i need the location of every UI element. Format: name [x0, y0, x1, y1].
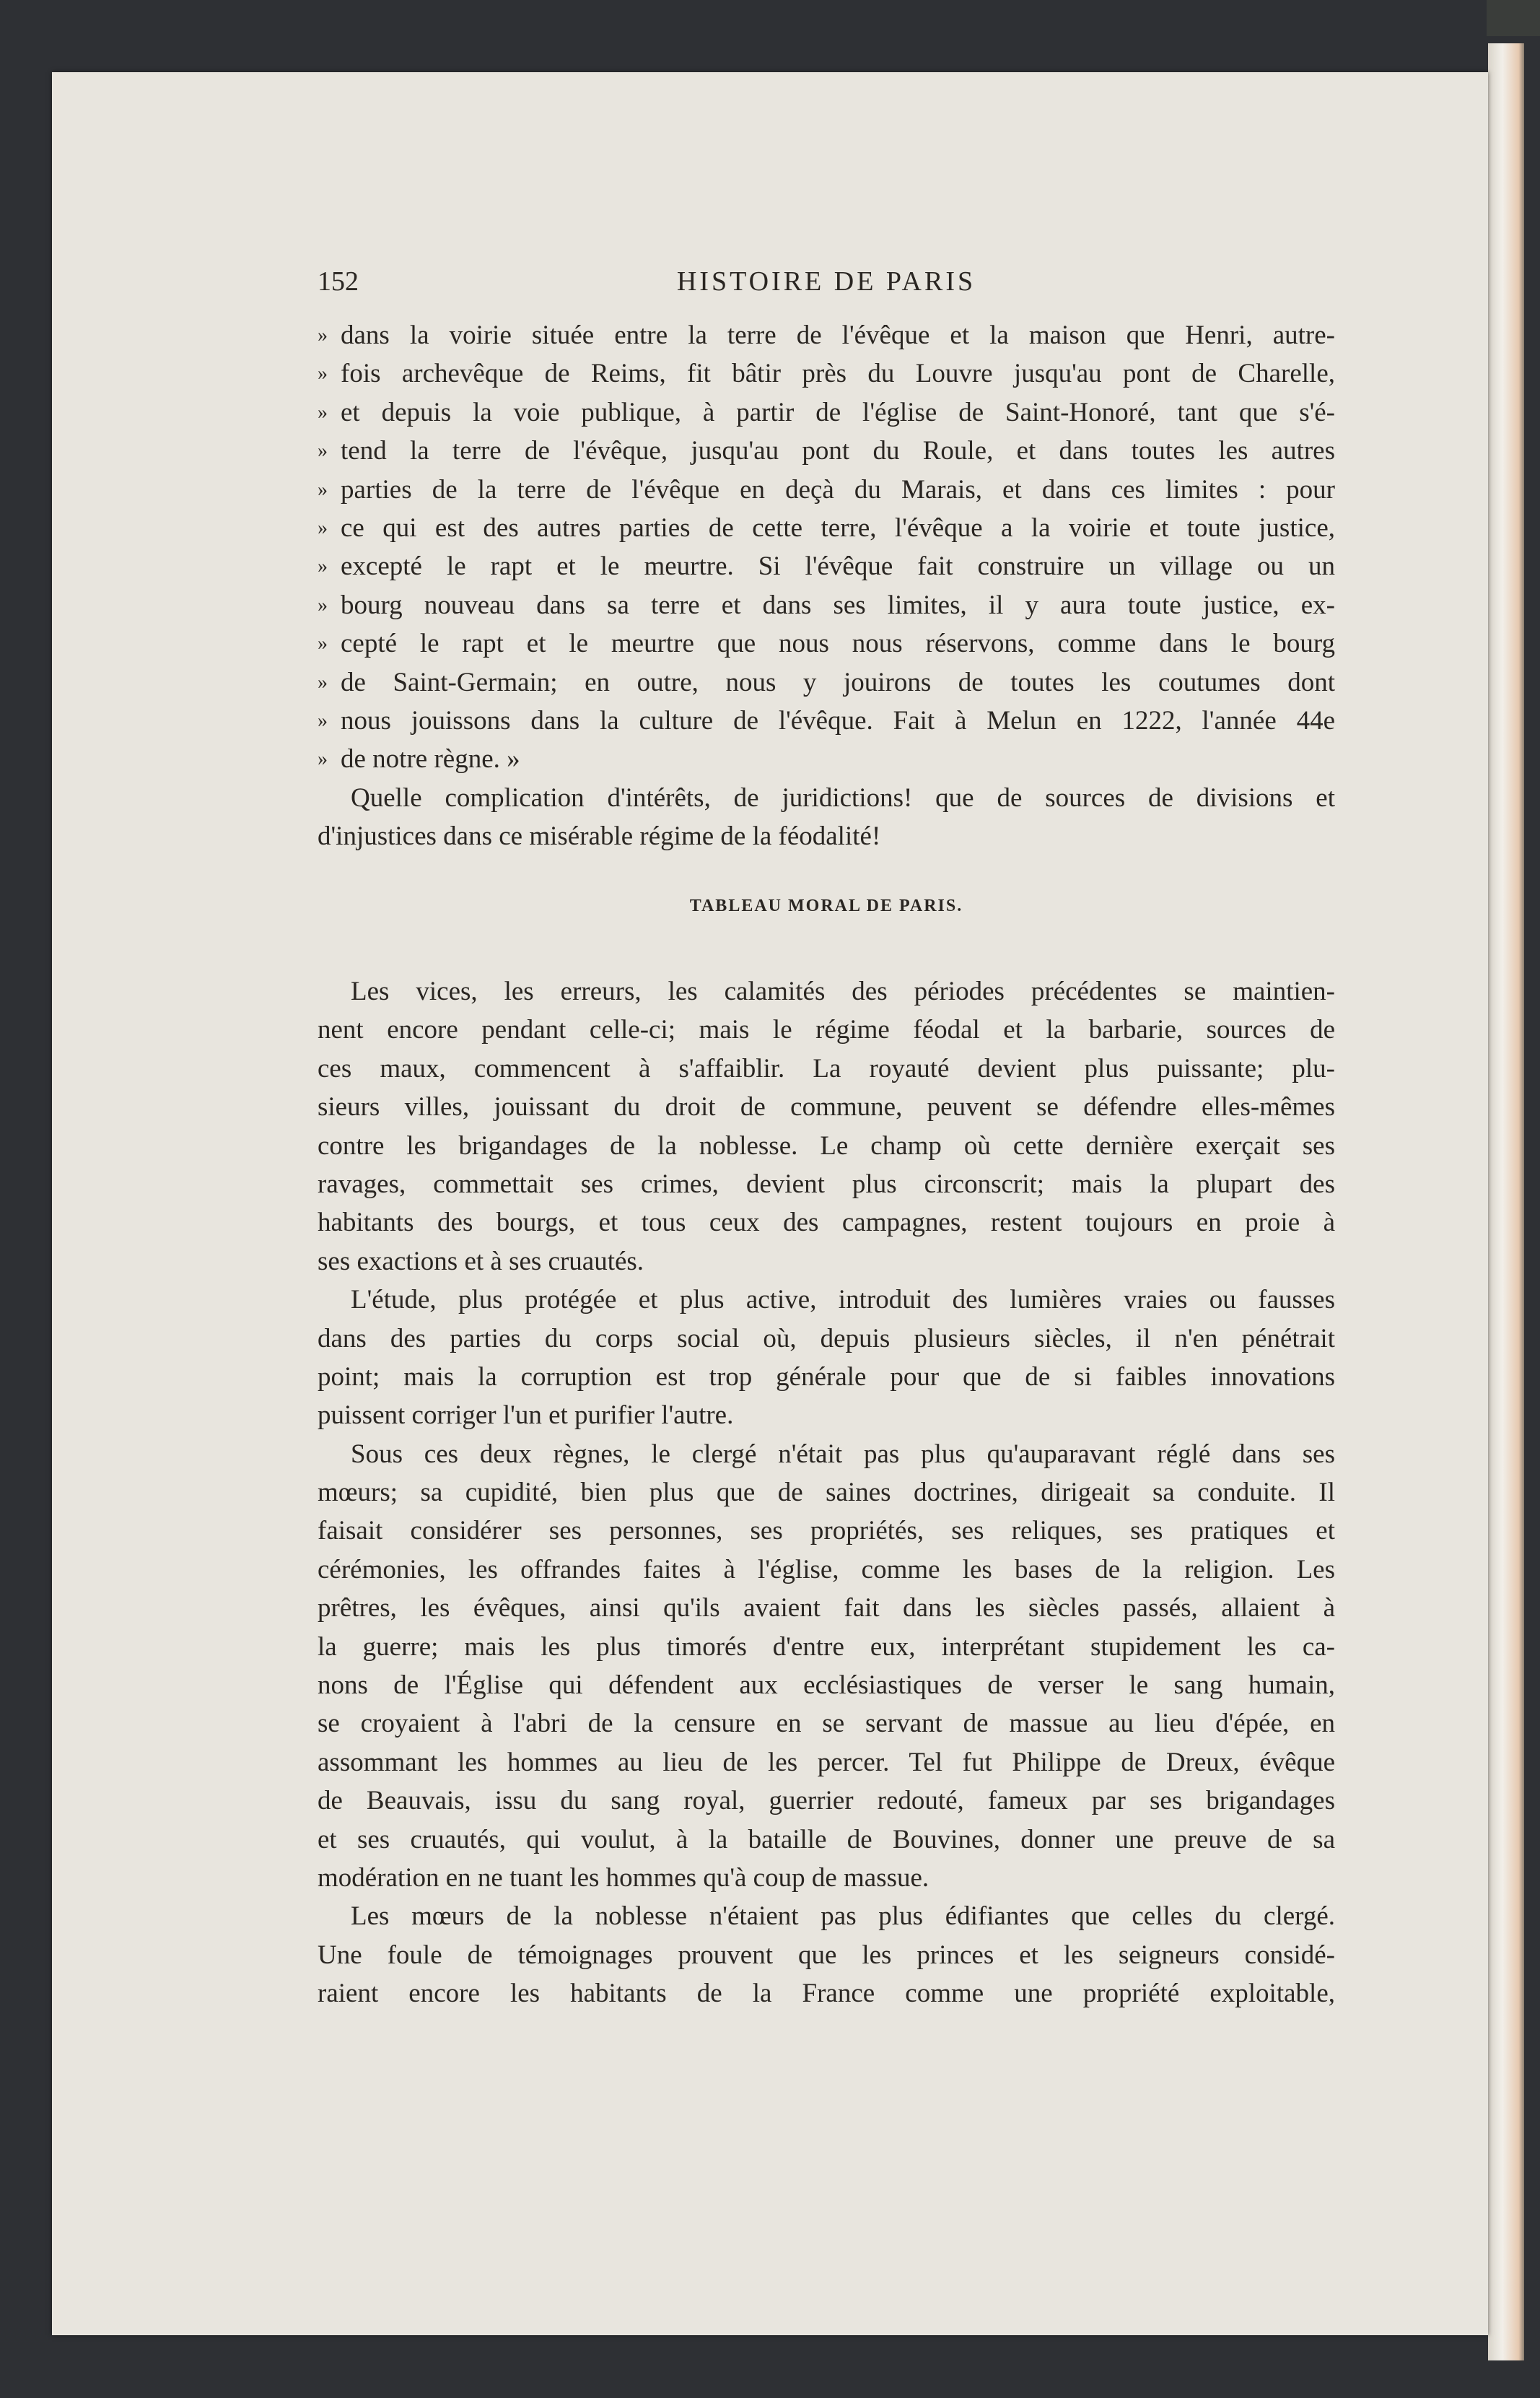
text-line: puissent corriger l'un et purifier l'autre. — [318, 1400, 734, 1431]
text-line: et ses cruautés, qui voulut, à la bataille de Bouvines, donner une preuve de sa — [318, 1824, 1335, 1854]
quote-line-text: bourg nouveau dans sa terre et dans ses limites, il y aura toute justice, ex- — [341, 590, 1335, 620]
text-line: Les mœurs de la noblesse n'étaient pas plus édifiantes que celles du clergé. — [351, 1901, 1335, 1932]
quote-line-text: et depuis la voie publique, à partir de l'église de Saint-Honoré, tant que s'é- — [341, 397, 1335, 427]
text-line: cérémonies, les offrandes faites à l'église, comme les bases de la religion. Les — [318, 1554, 1335, 1584]
quote-line-text: fois archevêque de Reims, fit bâtir près du Louvre jusqu'au pont de Charelle, — [341, 359, 1335, 389]
quote-line — [318, 393, 1335, 432]
paragraph — [318, 1281, 1335, 1435]
text-line: point; mais la corruption est trop générale pour que de si faibles innovations — [318, 1361, 1335, 1392]
text-line: modération en ne tuant les hommes qu'à coup de massue. — [318, 1862, 929, 1893]
text-line: ces maux, commencent à s'affaiblir. La royauté devient plus puissante; plu- — [318, 1053, 1335, 1084]
text-line: nent encore pendant celle-ci; mais le régime féodal et la barbarie, sources de — [318, 1015, 1335, 1045]
quote-line — [318, 702, 1335, 740]
text-line: Les vices, les erreurs, les calamités des périodes précédentes se maintien- — [351, 977, 1335, 1006]
quote-line — [318, 432, 1335, 470]
quote-line — [318, 354, 1335, 393]
text-line: prêtres, les évêques, ainsi qu'ils avaient fait dans les siècles passés, allaient à — [318, 1593, 1335, 1623]
quote-mark: » — [318, 748, 328, 771]
quote-line-text: excepté le rapt et le meurtre. Si l'évêque fait construire un village ou un — [341, 551, 1335, 582]
text-line: assommant les hommes au lieu de les percer. Tel fut Philippe de Dreux, évêque — [318, 1747, 1335, 1777]
page-number: 152 — [318, 266, 359, 297]
text-line: sieurs villes, jouissant du droit de commune, peuvent se défendre elles-mêmes — [318, 1092, 1335, 1122]
quote-mark: » — [318, 478, 328, 501]
quote-line-text: ce qui est des autres parties de cette terre, l'évêque a la voirie et toute justice, — [341, 513, 1335, 544]
text-line: mœurs; sa cupidité, bien plus que de saines doctrines, dirigeait sa conduite. Il — [318, 1478, 1335, 1508]
quote-line-text: tend la terre de l'évêque, jusqu'au pont du Roule, et dans toutes les autres — [341, 436, 1335, 466]
quote-mark: » — [318, 710, 328, 733]
body-text — [318, 972, 1335, 2013]
text-line: contre les brigandages de la noblesse. Le champ où cette dernière exerçait ses — [318, 1130, 1335, 1161]
text-line: se croyaient à l'abri de la censure en se servant de massue au lieu d'épée, en — [318, 1709, 1335, 1739]
quote-line-text: cepté le rapt et le meurtre que nous nous réservons, comme dans le bourg — [341, 629, 1335, 659]
quote-line-text: nous jouissons dans la culture de l'évêque. Fait à Melun en 1222, l'année 44e — [341, 706, 1335, 736]
intro-paragraph — [318, 779, 1335, 856]
quote-line-text: parties de la terre de l'évêque en deçà du Marais, et dans ces limites : pour — [341, 474, 1335, 505]
quote-mark: » — [318, 440, 328, 463]
quote-line — [318, 509, 1335, 547]
text-line: habitants des bourgs, et tous ceux des campagnes, restent toujours en proie à — [318, 1208, 1335, 1238]
text-line: dans des parties du corps social où, depuis plusieurs siècles, il n'en pénétrait — [318, 1323, 1335, 1353]
quote-mark: » — [318, 324, 328, 346]
text-line: Une foule de témoignages prouvent que les princes et les seigneurs considé- — [318, 1940, 1335, 1970]
text-line: L'étude, plus protégée et plus active, introduit des lumières vraies ou fausses — [351, 1285, 1335, 1315]
paragraph — [318, 972, 1335, 1281]
page-edge — [1488, 43, 1524, 2360]
quote-line-text: dans la voirie située entre la terre de l'évêque et la maison que Henri, autre- — [341, 321, 1335, 350]
quote-mark: » — [318, 401, 328, 424]
quote-line-text: de Saint-Germain; en outre, nous y jouirons de toutes les coutumes dont — [341, 667, 1335, 697]
running-title: HISTOIRE DE PARIS — [676, 266, 976, 297]
quote-line — [318, 586, 1335, 624]
quote-line — [318, 740, 1335, 778]
text-line: faisait considérer ses personnes, ses propriétés, ses reliques, ses pratiques et — [318, 1516, 1335, 1546]
text-line: d'injustices dans ce misérable régime de la féodalité! — [318, 821, 881, 852]
quote-mark: » — [318, 593, 328, 616]
text-line: ses exactions et à ses cruautés. — [318, 1246, 644, 1276]
running-header — [318, 266, 1335, 302]
text-line: Sous ces deux règnes, le clergé n'était pas plus qu'auparavant réglé dans ses — [351, 1439, 1335, 1469]
text-line: la guerre; mais les plus timorés d'entre eux, interprétant stupidement les ca- — [318, 1631, 1335, 1662]
quote-mark: » — [318, 517, 328, 540]
quote-mark: » — [318, 555, 328, 578]
scanner-corner — [1487, 0, 1540, 36]
section-title: TABLEAU MORAL DE PARIS. — [689, 897, 963, 915]
text-line: raient encore les habitants de la France comme une propriété exploitable, — [318, 1979, 1335, 2009]
quote-line — [318, 547, 1335, 585]
text-line: ravages, commettait ses crimes, devient plus circonscrit; mais la plupart des — [318, 1169, 1335, 1199]
quoted-charter — [318, 316, 1335, 779]
quote-mark: » — [318, 671, 328, 694]
text-line: nons de l'Église qui défendent aux ecclésiastiques de verser le sang humain, — [318, 1670, 1335, 1701]
quote-mark: » — [318, 362, 328, 385]
quote-line — [318, 624, 1335, 663]
text-line: de Beauvais, issu du sang royal, guerrier redouté, fameux par ses brigandages — [318, 1786, 1335, 1816]
text-line: Quelle complication d'intérêts, de juridictions! que de sources de divisions et — [351, 783, 1335, 813]
quote-line — [318, 316, 1335, 354]
quote-line — [318, 471, 1335, 509]
quote-line — [318, 663, 1335, 702]
paragraph — [318, 1897, 1335, 2013]
quote-line-text: de notre règne. » — [341, 744, 520, 775]
quote-mark: » — [318, 632, 328, 655]
paragraph — [318, 1435, 1335, 1898]
